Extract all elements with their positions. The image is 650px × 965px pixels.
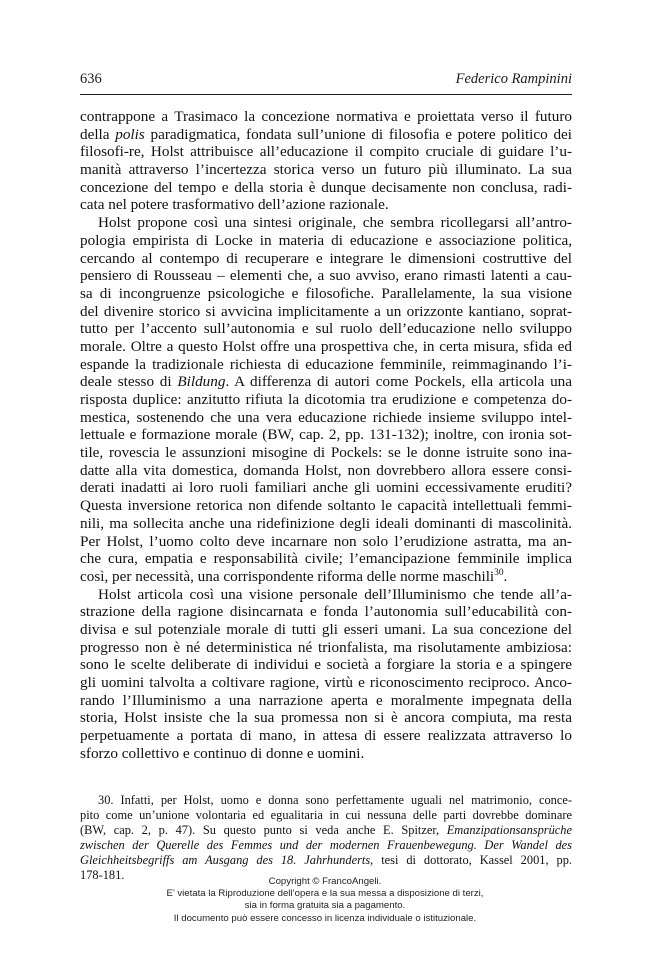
page-number: 636 bbox=[80, 71, 102, 87]
paragraph-2-line: che cura, empatia e responsabilità civile; l’emancipazione femminile implica bbox=[80, 550, 572, 568]
paragraph-1-line bbox=[80, 126, 572, 144]
paragraph-2-line bbox=[80, 373, 572, 391]
paragraph-2-line: Questa inversione retorica non difende soltanto le capacità intellettuali femmi- bbox=[80, 497, 572, 515]
italic-term-bildung: Bildung bbox=[177, 373, 226, 391]
italic-title: Gleichheitsbegriffs am Ausgang des 18. Jahrhunderts bbox=[80, 853, 371, 867]
paragraph-3-line: perpetuamente a portata di mano, in attesa di essere realizzata attraverso lo bbox=[80, 727, 572, 745]
copyright-line: Il documento può essere concesso in licenza individuale o istituzionale. bbox=[173, 912, 477, 924]
header-rule bbox=[80, 94, 572, 95]
text-run: deale stesso di bbox=[80, 373, 178, 391]
paragraph-3-line: Holst articola così una visione personale dell’Illuminismo che tende all’a- bbox=[98, 585, 572, 603]
footnote-line bbox=[80, 823, 572, 838]
paragraph-1-line: manità attraverso l’incertezza storica verso un futuro più illuminato. La sua bbox=[80, 161, 572, 179]
footnote-reference-30[interactable]: 30 bbox=[494, 567, 504, 578]
page-header bbox=[80, 71, 572, 91]
paragraph-2-line: pologia empirista di Locke in materia di educazione e associazione politica, bbox=[80, 231, 572, 249]
text-run: della bbox=[80, 125, 116, 143]
paragraph-1-line: cata nel potere trasformativo dell’azione razionale. bbox=[80, 196, 389, 214]
copyright-line: E’ vietata la Riproduzione dell’opera e la sua messa a disposizione di terzi, bbox=[166, 888, 484, 900]
paragraph-3-line: sforzo collettivo e continuo di donne e uomini. bbox=[80, 744, 365, 762]
italic-title: Emanzipationsansprüche bbox=[446, 823, 572, 837]
paragraph-1-line: contrappone a Trasimaco la concezione normativa e proiettata verso il futuro bbox=[80, 108, 572, 125]
body-text bbox=[80, 108, 572, 762]
paragraph-2-line: nili, ma sollecita anche una ridefinizione degli ideali dominanti di mascolinità. bbox=[80, 514, 572, 532]
text-run: , tesi di dottorato, Kassel 2001, pp. bbox=[370, 853, 572, 867]
paragraph-2-line: sa di incongruenze psicologiche e filosofiche. Parallelamente, la sua visione bbox=[80, 284, 572, 302]
paragraph-2-line: derati inadatti ai loro ruoli familiari anche gli uomini eccessivamente eruditi? bbox=[80, 479, 572, 497]
paragraph-2-line: Per Holst, l’uomo colto deve incarnare non solo l’erudizione astratta, ma an- bbox=[80, 532, 572, 550]
text-run: (BW, cap. 2, p. 47). Su questo punto si veda anche E. Spitzer, bbox=[80, 823, 447, 837]
footnote-line: 30. Infatti, per Holst, uomo e donna sono perfettamente uguali nel matrimonio, conce- bbox=[98, 793, 572, 807]
italic-title: zwischen der Querelle des Femmes und der modernen Frauenbewegung. Der Wandel des bbox=[80, 838, 572, 852]
paragraph-1-line: concezione del tempo e della storia è dunque decisamente non conclusa, radi- bbox=[80, 178, 572, 196]
footnote-line: pito come un’unione volontaria ed egualitaria in cui nessuna delle parti dovrebbe dominare bbox=[80, 808, 572, 822]
text-run: . bbox=[503, 567, 508, 585]
paragraph-1-line: filosofi-re, Holst attribuisce all’educazione il compito cruciale di guidare l’u- bbox=[80, 143, 572, 161]
paragraph-2-line: lettuale e formazione morale (BW, cap. 2, pp. 131-132); inoltre, con ironia sot- bbox=[80, 426, 572, 444]
italic-term-polis: polis bbox=[115, 125, 145, 143]
paragraph-2-line: mestica, sostenendo che una vera educazione richiede insieme sviluppo intel- bbox=[80, 408, 572, 426]
paragraph-2-line bbox=[80, 568, 572, 586]
running-head-author: Federico Rampinini bbox=[455, 71, 572, 87]
footnote-line bbox=[80, 853, 572, 868]
paragraph-2-line: datte alla vita domestica, domanda Holst, non dovrebbero allora essere consi- bbox=[80, 461, 572, 479]
copyright-notice bbox=[0, 876, 650, 925]
paragraph-2-line: pensiero di Rousseau – elementi che, a suo avviso, erano rimasti latenti a cau- bbox=[80, 267, 572, 285]
paragraph-2-line: morale. Oltre a questo Holst offre una prospettiva che, in certa misura, sfida ed bbox=[80, 337, 572, 355]
text-run: così, per necessità, una corrispondente riforma delle norme maschili bbox=[80, 567, 495, 585]
paragraph-3-line: gli uomini talvolta a coltivare ragione, virtù e riconoscimento reciproco. Anco- bbox=[80, 674, 572, 691]
paragraph-3-line: progresso non è né deterministica né trionfalista, ma risolutamente ambiziosa: bbox=[80, 638, 572, 656]
paragraph-2-line: cercando al contempo di recuperare e integrare le dimensioni costruttive del bbox=[80, 249, 572, 267]
text-run: . A differenza di autori come Pockels, ella articola una bbox=[225, 373, 572, 391]
paragraph-3-line: divisa e sul potenziale morale di tutti gli esseri umani. La sua concezione del bbox=[80, 620, 572, 638]
paragraph-3-line: storia, Holst insiste che la sua promessa non si è ancora compiuta, ma resta bbox=[80, 709, 572, 727]
paragraph-3-line: sono le scelte deliberate di individui e società a forgiare la storia e a spingere bbox=[80, 656, 572, 674]
paragraph-2-line: tile, rovescia le assunzioni misogine di Pockels: se le donne istruite sono ina- bbox=[80, 444, 572, 462]
paragraph-2-line: espande la tradizionale richiesta di educazione femminile, reimmaginando l’i- bbox=[80, 355, 572, 373]
copyright-line: sia in forma gratuita sia a pagamento. bbox=[244, 900, 406, 912]
copyright-line: Copyright © FrancoAngeli. bbox=[268, 876, 382, 887]
footnote-30 bbox=[80, 793, 572, 883]
paragraph-3-line: strazione della ragione disincarnata e fonda l’autonomia sull’educabilità con- bbox=[80, 603, 572, 621]
text-run: paradigmatica, fondata sull’unione di filosofia e potere politico dei bbox=[144, 125, 572, 143]
paragraph-2-line: risposta duplice: anzitutto rifiuta la dicotomia tra erudizione e competenza do- bbox=[80, 391, 572, 408]
paragraph-2-line: Holst propone così una sintesi originale, che sembra ricollegarsi all’antro- bbox=[98, 214, 572, 232]
footnote-line: 178-181. bbox=[80, 868, 125, 882]
footnote-line bbox=[80, 838, 572, 853]
paragraph-2-line: del divenire storico si avvicina implicitamente a un orizzonte kantiano, soprat- bbox=[80, 302, 572, 320]
paragraph-3-line: rando l’Illuminismo a una narrazione aperta e moralmente impegnata della bbox=[80, 691, 572, 709]
paragraph-2-line: tutto per l’accento sull’autonomia e sul ruolo dell’educazione nello sviluppo bbox=[80, 320, 572, 338]
